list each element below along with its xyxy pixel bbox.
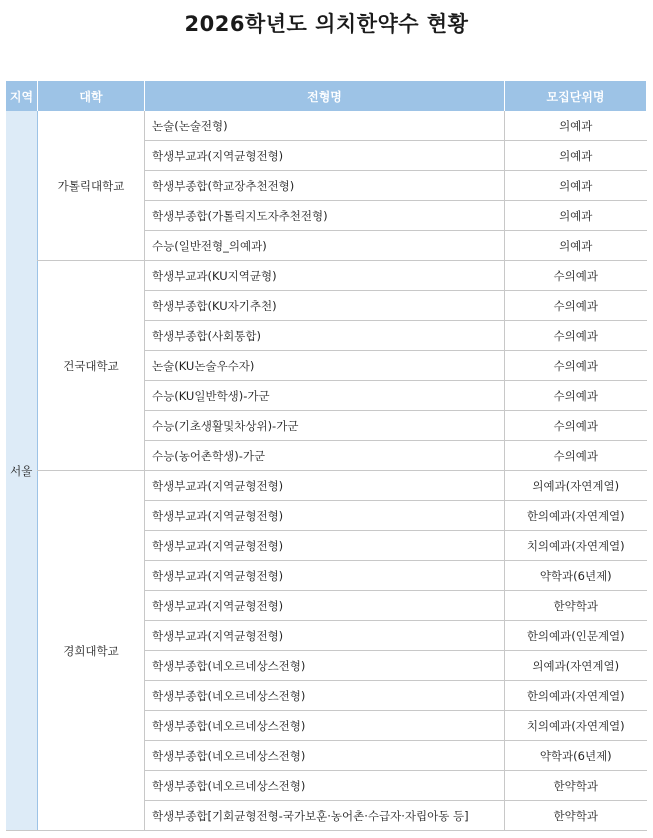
unit-cell: 의예과 [505, 201, 647, 231]
track-cell: 학생부교과(KU지역균형) [145, 261, 505, 291]
unit-cell: 한의예과(인문계열) [505, 621, 647, 651]
track-cell: 논술(논술전형) [145, 111, 505, 141]
unit-cell: 수의예과 [505, 291, 647, 321]
track-cell: 학생부종합(KU자기추천) [145, 291, 505, 321]
unit-cell: 약학과(6년제) [505, 741, 647, 771]
track-cell: 학생부교과(지역균형전형) [145, 471, 505, 501]
table-row [6, 471, 647, 501]
university-cell: 가톨릭대학교 [38, 111, 145, 261]
university-cell: 경희대학교 [38, 471, 145, 831]
unit-cell: 수의예과 [505, 351, 647, 381]
table-row [6, 111, 647, 141]
unit-cell: 수의예과 [505, 441, 647, 471]
track-cell: 학생부교과(지역균형전형) [145, 531, 505, 561]
unit-cell: 의예과 [505, 171, 647, 201]
university-cell: 건국대학교 [38, 261, 145, 471]
unit-cell: 한약학과 [505, 591, 647, 621]
track-cell: 수능(농어촌학생)-가군 [145, 441, 505, 471]
table-row [6, 261, 647, 291]
track-cell: 학생부교과(지역균형전형) [145, 591, 505, 621]
track-cell: 학생부종합(네오르네상스전형) [145, 771, 505, 801]
unit-cell: 치의예과(자연계열) [505, 531, 647, 561]
unit-cell: 수의예과 [505, 261, 647, 291]
header-track: 전형명 [145, 81, 505, 111]
unit-cell: 수의예과 [505, 411, 647, 441]
track-cell: 수능(기초생활및차상위)-가군 [145, 411, 505, 441]
page-title: 2026학년도 의치한약수 현황 [184, 12, 469, 36]
unit-cell: 한의예과(자연계열) [505, 681, 647, 711]
table-header-row [6, 81, 647, 111]
unit-cell: 의예과(자연계열) [505, 471, 647, 501]
track-cell: 학생부종합(네오르네상스전형) [145, 741, 505, 771]
header-region: 지역 [6, 81, 38, 111]
unit-cell: 한의예과(자연계열) [505, 501, 647, 531]
header-university: 대학 [38, 81, 145, 111]
track-cell: 학생부종합(네오르네상스전형) [145, 651, 505, 681]
admissions-table [5, 81, 647, 831]
track-cell: 학생부교과(지역균형전형) [145, 561, 505, 591]
unit-cell: 의예과 [505, 231, 647, 261]
unit-cell: 의예과 [505, 111, 647, 141]
track-cell: 수능(일반전형_의예과) [145, 231, 505, 261]
track-cell: 수능(KU일반학생)-가군 [145, 381, 505, 411]
unit-cell: 수의예과 [505, 321, 647, 351]
track-cell: 학생부종합(학교장추천전형) [145, 171, 505, 201]
track-cell: 학생부종합(네오르네상스전형) [145, 681, 505, 711]
unit-cell: 수의예과 [505, 381, 647, 411]
track-cell: 학생부종합[기회균형전형-국가보훈·농어촌·수급자·자립아동 등] [145, 801, 505, 831]
table-body [6, 111, 647, 831]
track-cell: 논술(KU논술우수자) [145, 351, 505, 381]
unit-cell: 의예과(자연계열) [505, 651, 647, 681]
track-cell: 학생부종합(네오르네상스전형) [145, 711, 505, 741]
track-cell: 학생부교과(지역균형전형) [145, 501, 505, 531]
unit-cell: 의예과 [505, 141, 647, 171]
header-unit: 모집단위명 [505, 81, 647, 111]
track-cell: 학생부교과(지역균형전형) [145, 141, 505, 171]
unit-cell: 한약학과 [505, 801, 647, 831]
unit-cell: 치의예과(자연계열) [505, 711, 647, 741]
region-cell: 서울 [6, 111, 38, 831]
track-cell: 학생부종합(사회통합) [145, 321, 505, 351]
track-cell: 학생부교과(지역균형전형) [145, 621, 505, 651]
track-cell: 학생부종합(가톨릭지도자추천전형) [145, 201, 505, 231]
unit-cell: 약학과(6년제) [505, 561, 647, 591]
unit-cell: 한약학과 [505, 771, 647, 801]
